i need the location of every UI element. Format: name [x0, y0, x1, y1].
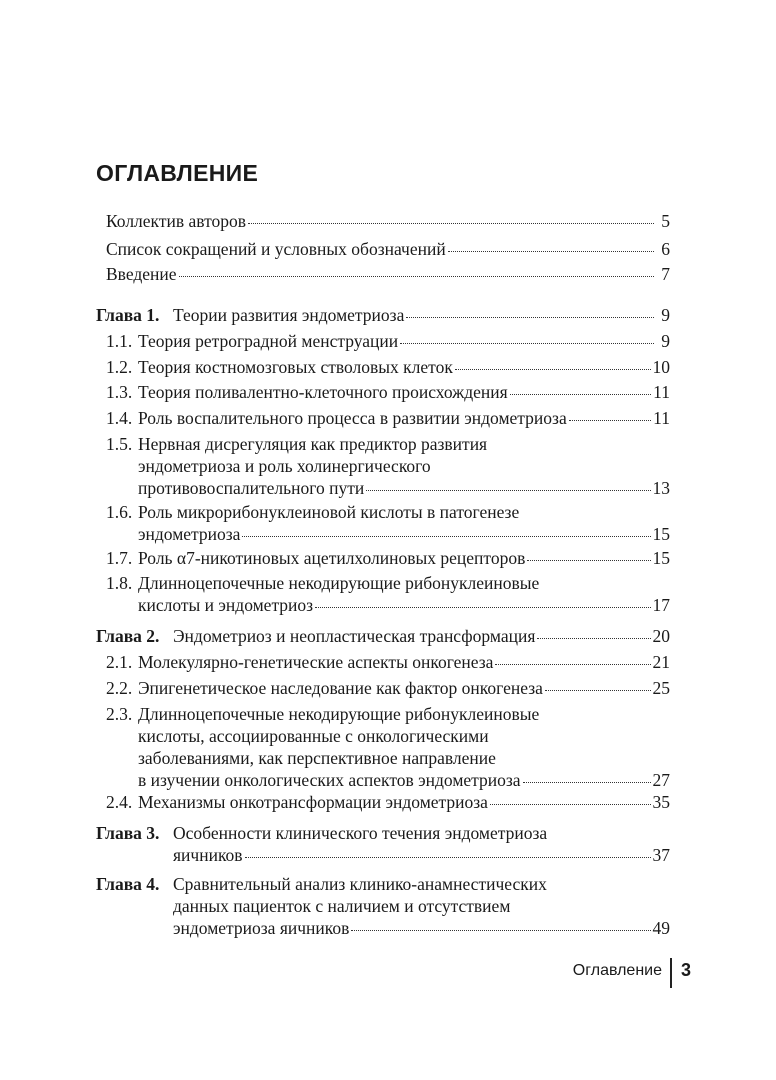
dot-leader [510, 394, 651, 395]
toc-entry-title: Особенности клинического течения эндометриоза [173, 823, 548, 843]
footer-page-number: 3 [681, 960, 692, 980]
toc-entry-title: Роль α7-никотиновых ацетилхолиновых рецепторов [138, 548, 526, 568]
toc-entry-title: Введение [106, 264, 177, 284]
toc-page-number: 7 [661, 264, 670, 284]
toc-chapter-entry[interactable] [96, 625, 670, 647]
toc-entry[interactable] [106, 677, 670, 699]
toc-chapter-entry[interactable] [96, 304, 670, 326]
chapter-number: Глава 1. [96, 305, 160, 325]
toc-entry-title: Длинноцепочечные некодирующие рибонуклеиновые [138, 704, 540, 724]
toc-entry[interactable] [106, 356, 670, 378]
toc-entry[interactable] [106, 210, 670, 232]
toc-entry-number: 1.4. [106, 408, 133, 428]
toc-entry[interactable] [106, 501, 670, 545]
toc-entry-title: заболеваниями, как перспективное направление [138, 748, 496, 768]
footer-divider [670, 958, 672, 988]
dot-leader [400, 343, 654, 344]
toc-entry-title: Эндометриоз и неопластическая трансформация [173, 626, 536, 646]
toc-entry-number: 2.1. [106, 652, 133, 672]
toc-entry-title: эндометриоза [138, 524, 241, 544]
toc-entry[interactable] [106, 330, 670, 352]
dot-leader [351, 930, 650, 931]
toc-entry-title: Нервная дисрегуляция как предиктор развития [138, 434, 488, 454]
toc-entry-number: 1.7. [106, 548, 133, 568]
toc-entry-title: эндометриоза и роль холинергического [138, 456, 431, 476]
toc-page-number: 9 [661, 331, 670, 351]
toc-page-number: 13 [652, 478, 670, 498]
toc-entry[interactable] [106, 381, 670, 403]
toc-entry[interactable] [106, 407, 670, 429]
dot-leader [537, 638, 650, 639]
toc-entry-title: Список сокращений и условных обозначений [106, 239, 446, 259]
toc-page-number: 11 [653, 382, 670, 402]
toc-entry-number: 1.2. [106, 357, 133, 377]
toc-entry-number: 1.8. [106, 573, 133, 593]
toc-entry-number: 2.2. [106, 678, 133, 698]
toc-entry-title: Коллектив авторов [106, 211, 246, 231]
toc-page-number: 6 [661, 239, 670, 259]
toc-heading: ОГЛАВЛЕНИЕ [96, 160, 259, 186]
toc-entry-title: Теория ретроградной менструации [138, 331, 399, 351]
chapter-number: Глава 2. [96, 626, 160, 646]
toc-entry-number: 2.3. [106, 704, 133, 724]
dot-leader [448, 251, 654, 252]
dot-leader [245, 857, 651, 858]
dot-leader [490, 804, 651, 805]
dot-leader [315, 607, 650, 608]
toc-entry[interactable] [106, 238, 670, 260]
dot-leader [406, 317, 654, 318]
toc-page-number: 25 [652, 678, 670, 698]
dot-leader [495, 664, 650, 665]
toc-entry-title: Сравнительный анализ клинико-анамнестических [173, 874, 547, 894]
toc-page-number: 9 [661, 305, 670, 325]
toc-entry-number [96, 304, 173, 326]
toc-entry-title: Теории развития эндометриоза [173, 305, 405, 325]
page-footer [0, 958, 776, 988]
toc-entry[interactable] [106, 791, 670, 813]
toc-entry-number [96, 873, 173, 895]
toc-page-number: 5 [661, 211, 670, 231]
toc-entry-number: 2.4. [106, 792, 133, 812]
toc-page-number: 15 [652, 524, 670, 544]
toc-entry-title: Длинноцепочечные некодирующие рибонуклеиновые [138, 573, 540, 593]
toc-page-number: 27 [652, 770, 670, 790]
toc-entry-title: эндометриоза яичников [173, 918, 350, 938]
dot-leader [242, 536, 650, 537]
toc-page-number: 10 [652, 357, 670, 377]
toc-page-number: 21 [652, 652, 670, 672]
toc-page-number: 17 [652, 595, 670, 615]
toc-entry-number: 1.3. [106, 382, 133, 402]
toc-page-number: 35 [652, 792, 670, 812]
dot-leader [527, 560, 650, 561]
toc-entry-title: кислоты и эндометриоз [138, 595, 314, 615]
toc-entry[interactable] [106, 433, 670, 499]
toc-entry-title: данных пациенток с наличием и отсутствием [173, 896, 511, 916]
toc-page-number: 49 [652, 918, 670, 938]
toc-entry-title: кислоты, ассоциированные с онкологическими [138, 726, 489, 746]
toc-entry-number: 1.6. [106, 502, 133, 522]
toc-entry-number [96, 625, 173, 647]
toc-entry-title: яичников [173, 845, 243, 865]
toc-entry-title: Роль воспалительного процесса в развитии эндометриоза [138, 408, 567, 428]
dot-leader [523, 782, 651, 783]
chapter-number: Глава 3. [96, 823, 160, 843]
dot-leader [179, 276, 654, 277]
toc-entry-title: Роль микрорибонуклеиновой кислоты в патогенезе [138, 502, 520, 522]
toc-entry[interactable] [106, 651, 670, 673]
toc-entry-number: 1.5. [106, 434, 133, 454]
toc-entry-number: 1.1. [106, 331, 133, 351]
toc-entry-number [96, 822, 173, 844]
toc-chapter-entry[interactable] [96, 873, 670, 939]
toc-entry-title: противовоспалительного пути [138, 478, 365, 498]
dot-leader [545, 690, 651, 691]
toc-entry-title: Молекулярно-генетические аспекты онкогенеза [138, 652, 494, 672]
toc-chapter-entry[interactable] [96, 822, 670, 866]
toc-page-number: 37 [652, 845, 670, 865]
dot-leader [248, 223, 654, 224]
toc-page-number: 11 [653, 408, 670, 428]
toc-entry-title: Эпигенетическое наследование как фактор онкогенеза [138, 678, 543, 698]
dot-leader [366, 490, 650, 491]
toc-entry-title: Теория поливалентно-клеточного происхождения [138, 382, 508, 402]
toc-entry-title: Механизмы онкотрансформации эндометриоза [138, 792, 488, 812]
toc-entry-title: Теория костномозговых стволовых клеток [138, 357, 453, 377]
toc-entry-title: в изучении онкологических аспектов эндометриоза [138, 770, 521, 790]
toc-entry[interactable] [106, 263, 670, 285]
dot-leader [455, 369, 651, 370]
toc-page-number: 20 [652, 626, 670, 646]
toc-entry[interactable] [106, 703, 670, 791]
dot-leader [569, 420, 651, 421]
toc-entry[interactable] [106, 547, 670, 569]
footer-section-label: Оглавление [572, 962, 662, 979]
toc-page-number: 15 [652, 548, 670, 568]
chapter-number: Глава 4. [96, 874, 160, 894]
toc-entry[interactable] [106, 572, 670, 616]
